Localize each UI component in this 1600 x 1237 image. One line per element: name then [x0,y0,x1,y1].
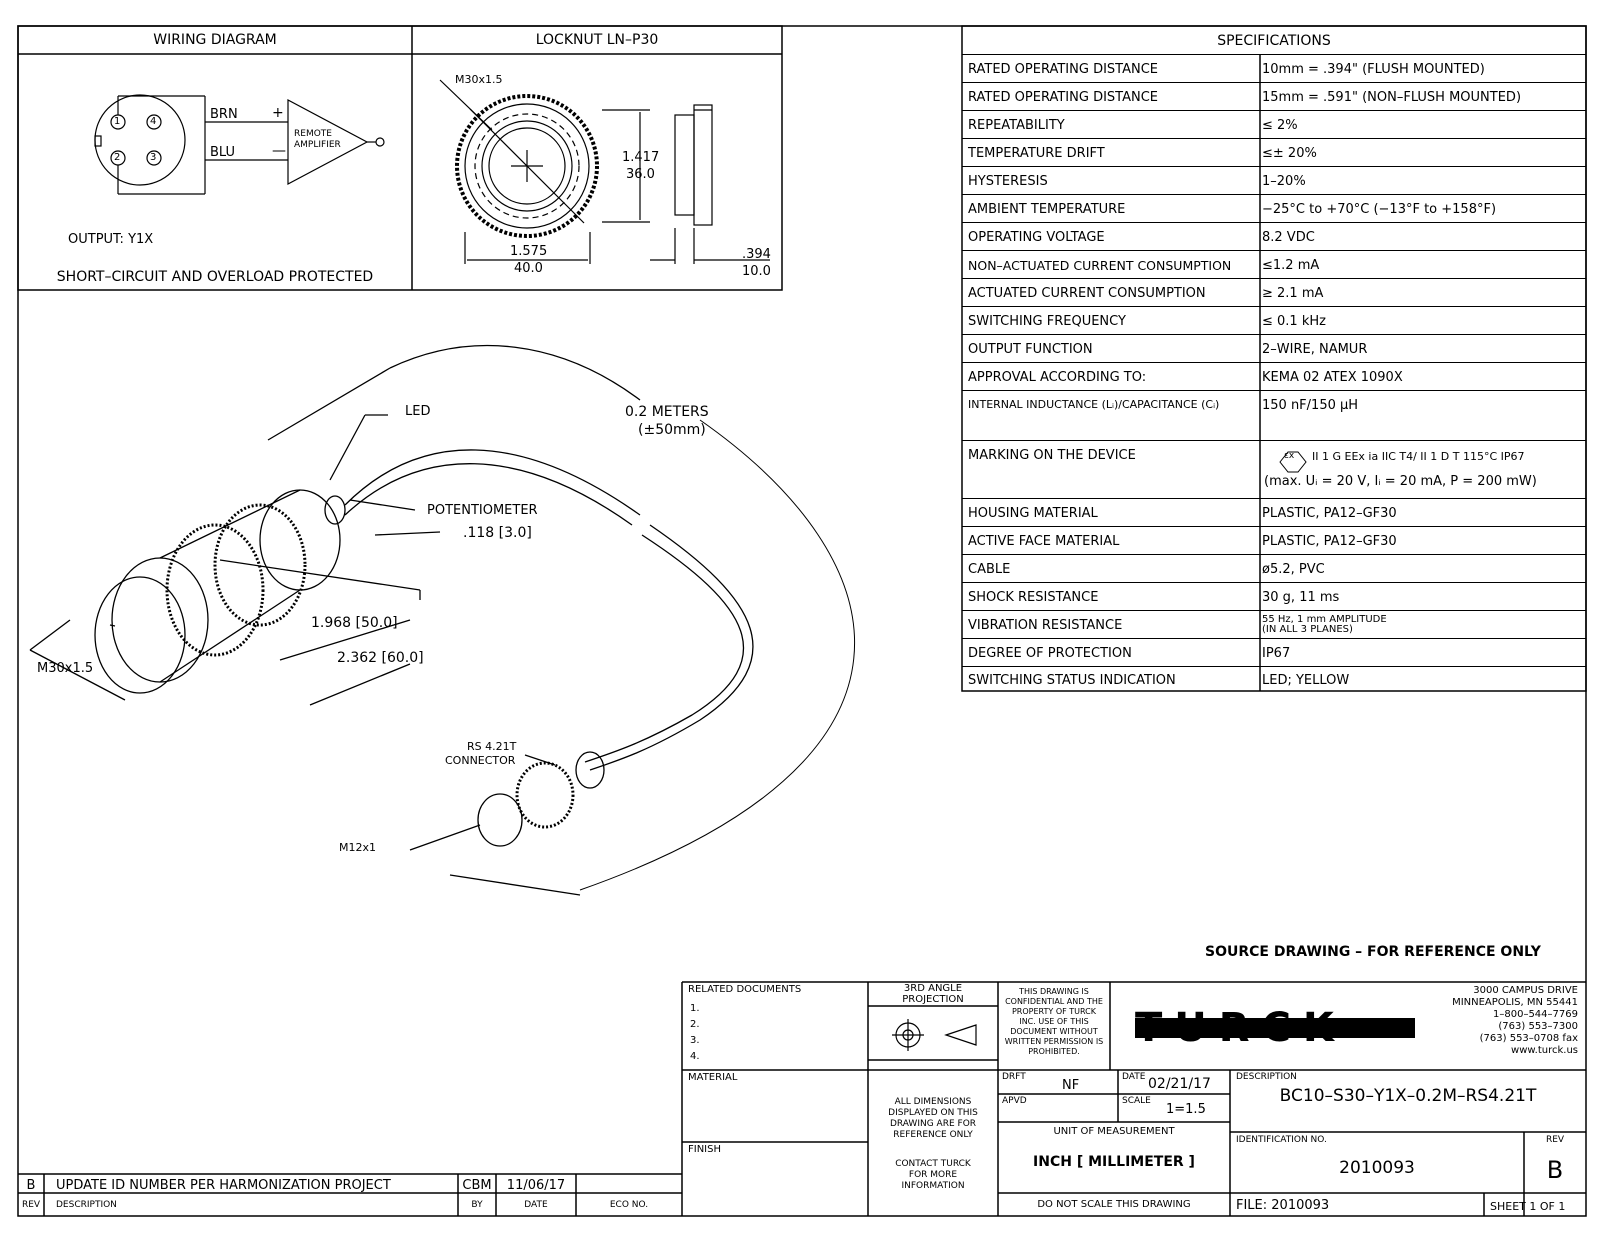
spec-value: ≥ 2.1 mA [1262,286,1324,301]
spec-label: VIBRATION RESISTANCE [968,618,1123,633]
spec-value: KEMA 02 ATEX 1090X [1262,370,1403,385]
finish-label: FINISH [688,1144,721,1155]
spec-label: REPEATABILITY [968,118,1065,133]
address-5: (763) 553–0708 fax [1479,1033,1578,1044]
all-dims-2: DISPLAYED ON THIS [888,1108,978,1118]
related-doc-1: 1. [690,1003,700,1014]
spec-row [962,278,1586,307]
turck-logo: TURCK [1135,1005,1346,1051]
spec-label: SWITCHING FREQUENCY [968,314,1126,329]
spec-value: 55 Hz, 1 mm AMPLITUDE [1262,614,1387,625]
cable-tolerance-label: (±50mm) [638,422,706,438]
address-3: 1–800–544–7769 [1493,1009,1578,1020]
spec-label: HOUSING MATERIAL [968,506,1098,521]
protected-label: SHORT–CIRCUIT AND OVERLOAD PROTECTED [56,269,374,285]
locknut-thick-in: .394 [742,247,771,262]
spec-label: OUTPUT FUNCTION [968,342,1093,357]
spec-value-2: (IN ALL 3 PLANES) [1262,624,1353,635]
spec-value: PLASTIC, PA12–GF30 [1262,534,1397,549]
confidential-4: INC. USE OF THIS [1019,1017,1089,1026]
spec-value: 1–20% [1262,174,1306,189]
by-header: BY [471,1200,483,1210]
spec-row [962,222,1586,251]
spec-value: IP67 [1262,646,1291,661]
address-1: 3000 CAMPUS DRIVE [1473,985,1578,996]
spec-label: ACTUATED CURRENT CONSUMPTION [968,286,1206,301]
spec-label: CABLE [968,562,1011,577]
spec-value: II 1 G EEx ia IIC T4/ II 1 D T 115°C IP67 [1312,450,1525,463]
revision-desc: UPDATE ID NUMBER PER HARMONIZATION PROJECT [56,1178,391,1193]
spec-row [962,82,1586,111]
spec-row [962,362,1586,391]
revision-rev: B [26,1178,36,1193]
date-label: DATE [1122,1072,1146,1082]
confidential-3: PROPERTY OF TURCK [1011,1007,1097,1016]
amplifier-label-2: AMPLIFIER [294,140,341,150]
spec-value: 2–WIRE, NAMUR [1262,342,1368,357]
spec-value: ≤ 2% [1262,118,1298,133]
date-header: DATE [524,1200,548,1210]
spec-row [962,390,1586,441]
m12-thread-label: M12x1 [339,841,376,854]
spec-label: DEGREE OF PROTECTION [968,646,1132,661]
spec-row [962,498,1586,527]
spec-label: AMBIENT TEMPERATURE [968,202,1126,217]
unit-label: UNIT OF MEASUREMENT [1053,1126,1175,1137]
spec-value: 15mm = .591" (NON–FLUSH MOUNTED) [1262,90,1522,105]
confidential-6: WRITTEN PERMISSION IS [1004,1037,1104,1046]
m30-thread-label: M30x1.5 [37,661,94,676]
confidential-7: PROHIBITED. [1028,1047,1080,1056]
spec-label: OPERATING VOLTAGE [968,230,1105,245]
locknut-graphic [440,80,770,264]
spec-label: RATED OPERATING DISTANCE [968,90,1159,105]
confidential-1: THIS DRAWING IS [1019,987,1089,996]
top-left-box [18,26,782,290]
spec-label: RATED OPERATING DISTANCE [968,62,1159,77]
confidential-5: DOCUMENT WITHOUT [1010,1027,1098,1036]
rs-connector-label-1: RS 4.21T [467,740,517,753]
spec-label: APPROVAL ACCORDING TO: [968,370,1147,385]
date-value: 02/21/17 [1148,1076,1211,1092]
spec-label: MARKING ON THE DEVICE [968,448,1136,463]
contact-3: INFORMATION [901,1181,965,1191]
spec-row [962,166,1586,195]
spec-label: SHOCK RESISTANCE [968,590,1099,605]
source-note: SOURCE DRAWING – FOR REFERENCE ONLY [1205,944,1541,960]
eco-header: ECO NO. [609,1200,649,1210]
spec-label: INTERNAL INDUCTANCE (Lᵢ)/CAPACITANCE (Cᵢ) [968,398,1220,411]
revision-by: CBM [462,1178,492,1193]
potentiometer-callout: POTENTIOMETER [427,503,538,518]
material-label: MATERIAL [688,1072,738,1083]
dim-1968: 1.968 [50.0] [311,615,398,631]
spec-row [962,306,1586,335]
spec-row [962,582,1586,611]
revision-date: 11/06/17 [506,1178,566,1193]
projection-label-1: 3RD ANGLE [903,983,963,994]
spec-row [962,610,1586,639]
specs-header-divider [962,26,1586,55]
spec-label: SWITCHING STATUS INDICATION [968,673,1176,688]
spec-label: TEMPERATURE DRIFT [968,146,1105,161]
rev-label: REV [1545,1135,1565,1145]
spec-row [962,334,1586,363]
spec-row [962,526,1586,555]
spec-value: 8.2 VDC [1262,230,1315,245]
pin-1-label: 1 [114,116,121,127]
apvd-label: APVD [1002,1096,1027,1106]
cable-length-label: 0.2 METERS [625,404,709,420]
address-2: MINNEAPOLIS, MN 55441 [1452,997,1578,1008]
file-label: FILE: 2010093 [1236,1198,1330,1213]
spec-value: ≤± 20% [1262,146,1317,161]
minus-sign: — [272,143,286,159]
spec-row [962,54,1586,83]
output-label: OUTPUT: Y1X [68,232,154,247]
spec-row [962,138,1586,167]
locknut-thick-mm: 10.0 [742,264,771,279]
locknut-width-mm: 40.0 [514,261,543,276]
sheet-label: SHEET 1 OF 1 [1490,1200,1566,1213]
address-4: (763) 553–7300 [1498,1021,1578,1032]
projection-label-2: PROJECTION [902,994,964,1005]
spec-value: 10mm = .394" (FLUSH MOUNTED) [1262,62,1485,77]
wiring-title: WIRING DIAGRAM [153,32,277,48]
all-dims-3: DRAWING ARE FOR [889,1119,977,1129]
all-dims-4: REFERENCE ONLY [893,1130,973,1140]
spec-value: 30 g, 11 ms [1262,590,1340,605]
plus-sign: + [272,105,284,121]
scale-value: 1=1.5 [1166,1102,1206,1117]
spec-row [962,250,1586,279]
rev-header: REV [21,1200,41,1210]
related-doc-2: 2. [690,1019,700,1030]
spec-row [962,194,1586,223]
desc-header: DESCRIPTION [56,1200,117,1210]
related-doc-3: 3. [690,1035,700,1046]
blu-label: BLU [210,145,236,160]
id-label: IDENTIFICATION NO. [1236,1135,1327,1145]
spec-label: NON–ACTUATED CURRENT CONSUMPTION [968,258,1232,273]
spec-row [962,440,1586,499]
spec-label: HYSTERESIS [968,174,1048,189]
spec-row [962,554,1586,583]
specs-title: SPECIFICATIONS [1217,33,1331,49]
brn-label: BRN [210,107,238,122]
contact-2: FOR MORE [908,1170,958,1180]
rev-value: B [1546,1156,1564,1184]
related-doc-4: 4. [690,1051,700,1062]
pin-2-label: 2 [114,152,121,163]
spec-value: PLASTIC, PA12–GF30 [1262,506,1397,521]
spec-value-2: (max. Uᵢ = 20 V, Iᵢ = 20 mA, P = 200 mW) [1264,474,1537,489]
dont-scale-note: DO NOT SCALE THIS DRAWING [1037,1199,1191,1210]
scale-label: SCALE [1122,1096,1151,1106]
locknut-title: LOCKNUT LN–P30 [535,32,659,48]
spec-value: ø5.2, PVC [1262,562,1325,577]
dim-118: .118 [3.0] [463,525,532,541]
amplifier-label-1: REMOTE [294,129,332,139]
spec-value: 150 nF/150 µH [1262,398,1359,413]
locknut-width-in: 1.575 [510,244,548,259]
spec-row [962,638,1586,667]
spec-value: LED; YELLOW [1262,673,1350,688]
spec-label: ACTIVE FACE MATERIAL [968,534,1120,549]
spec-value: −25°C to +70°C (−13°F to +158°F) [1262,202,1497,217]
address-6: www.turck.us [1511,1045,1578,1056]
rs-connector-label-2: CONNECTOR [445,754,516,767]
description-value: BC10–S30–Y1X–0.2M–RS4.21T [1279,1086,1537,1106]
locknut-height-in: 1.417 [622,150,660,165]
spec-value: ≤ 0.1 kHz [1262,314,1326,329]
contact-1: CONTACT TURCK [895,1159,971,1169]
pin-4-label: 4 [150,116,157,127]
projection-symbol-icon [892,1019,976,1051]
unit-value: INCH [ MILLIMETER ] [1033,1154,1195,1170]
related-docs-label: RELATED DOCUMENTS [688,984,802,995]
all-dims-1: ALL DIMENSIONS [894,1097,972,1107]
drft-value: NF [1062,1078,1080,1093]
led-callout: LED [405,404,431,419]
locknut-thread: M30x1.5 [455,73,503,86]
spec-row [962,110,1586,139]
locknut-height-mm: 36.0 [626,167,655,182]
spec-row [962,666,1586,691]
dim-2362: 2.362 [60.0] [337,650,424,666]
sensor-graphic [30,346,855,895]
confidential-2: CONFIDENTIAL AND THE [1005,997,1103,1006]
spec-value: ≤1.2 mA [1262,258,1320,273]
pin-3-label: 3 [150,152,157,163]
id-value: 2010093 [1339,1158,1415,1178]
drft-label: DRFT [1002,1072,1026,1082]
description-label: DESCRIPTION [1236,1072,1297,1082]
ex-mark-text: εx [1284,451,1295,461]
